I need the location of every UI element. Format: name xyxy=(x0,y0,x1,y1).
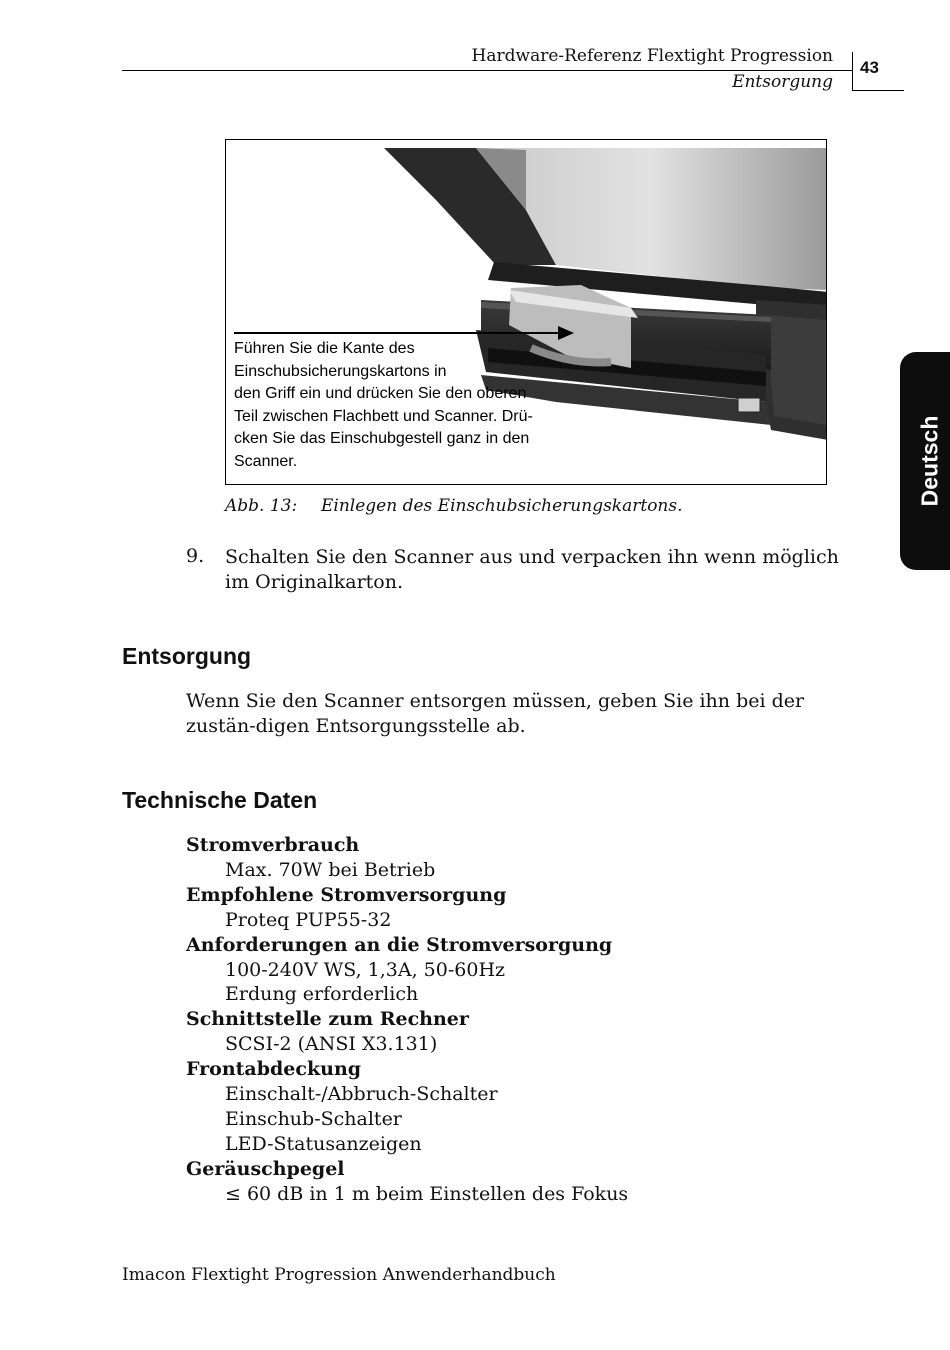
header-rule xyxy=(122,70,853,71)
section-heading-disposal: Entsorgung xyxy=(122,643,252,669)
callout-line: Teil zwischen Flachbett und Scanner. Drü- xyxy=(234,407,533,425)
callout-line: cken Sie das Einschubgestell ganz in den xyxy=(234,430,530,448)
callout-line: Einschubsicherungskartons in xyxy=(234,362,447,380)
header-page-divider xyxy=(852,52,853,90)
language-tab xyxy=(900,352,950,570)
spec-label: Schnittstelle zum Rechner xyxy=(186,1008,469,1031)
callout-line: Scanner. xyxy=(234,452,298,470)
spec-label: Anforderungen an die Stromversorgung xyxy=(186,933,613,956)
spec-list xyxy=(186,833,836,1207)
running-header-section: Entsorgung xyxy=(732,72,833,92)
spec-label: Stromverbrauch xyxy=(186,834,360,856)
language-tab-label: Deutsch xyxy=(916,415,943,507)
figure-caption-text: Einlegen des Einschubsicherungskartons. xyxy=(321,496,683,516)
spec-value: Einschub-Schalter xyxy=(225,1107,402,1130)
page-number: 43 xyxy=(860,58,879,77)
spec-label: Geräuschpegel xyxy=(186,1157,345,1180)
callout-line: den Griff ein und drücken Sie den oberen xyxy=(234,385,527,403)
section-heading-technical-data: Technische Daten xyxy=(122,787,318,813)
step-text: Schalten Sie den Scanner aus und verpacken ihn wenn möglich im Originalkarton. xyxy=(225,546,839,593)
spec-value: LED-Statusanzeigen xyxy=(225,1132,422,1155)
spec-value: Einschalt-/Abbruch-Schalter xyxy=(225,1083,498,1106)
disposal-paragraph: Wenn Sie den Scanner entsorgen müssen, geben Sie ihn bei der zustän-digen Entsorgungsstelle ab. xyxy=(186,690,805,737)
figure-caption-number: Abb. 13: xyxy=(225,496,298,516)
running-header-title: Hardware-Referenz Flextight Progression xyxy=(471,46,833,66)
spec-value: 100-240V WS, 1,3A, 50-60Hz xyxy=(225,958,506,981)
spec-value: Erdung erforderlich xyxy=(225,983,419,1006)
step-number: 9. xyxy=(186,545,205,567)
spec-label: Frontabdeckung xyxy=(186,1058,362,1081)
page-footer: Imacon Flextight Progression Anwenderhandbuch xyxy=(122,1265,556,1285)
spec-value: ≤ 60 dB in 1 m beim Einstellen des Fokus xyxy=(225,1182,629,1205)
header-page-underline xyxy=(852,90,904,91)
figure-callout xyxy=(234,338,579,474)
spec-value: Max. 70W bei Betrieb xyxy=(225,858,436,881)
figure-photo xyxy=(225,139,827,485)
spec-value: Proteq PUP55-32 xyxy=(225,908,392,931)
callout-line: Führen Sie die Kante des xyxy=(234,340,415,357)
spec-value: SCSI-2 (ANSI X3.131) xyxy=(225,1033,438,1056)
spec-label: Empfohlene Stromversorgung xyxy=(186,883,507,906)
